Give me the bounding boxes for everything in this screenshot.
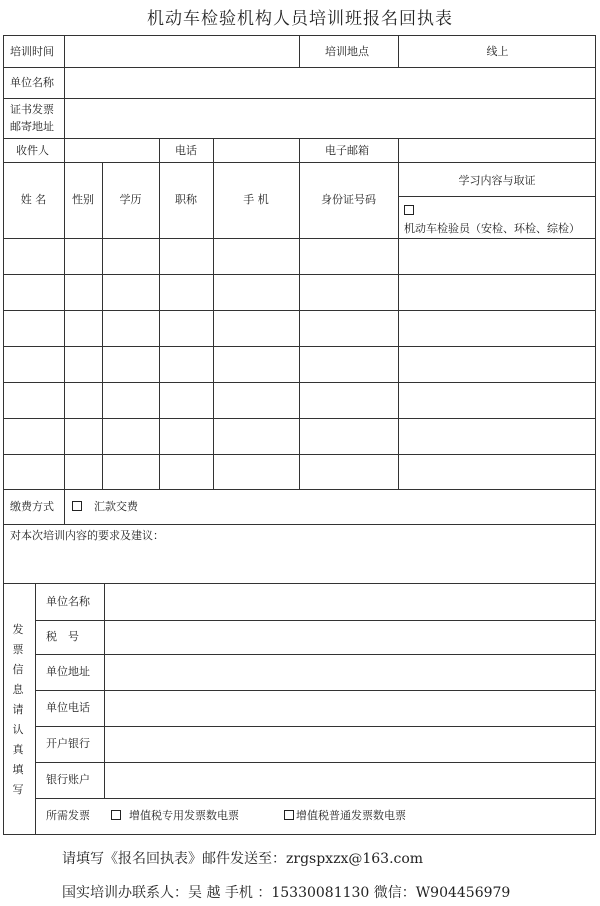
payment-option[interactable] xyxy=(72,500,138,514)
invoice-normal-checkbox[interactable] xyxy=(284,810,294,820)
header-study-content: 学习内容与取证 xyxy=(458,174,536,187)
table-row[interactable] xyxy=(3,455,596,489)
payment-label: 缴费方式 xyxy=(10,500,54,513)
invoice-required-label: 所需发票 xyxy=(46,809,90,822)
invoice-side-label: 发票信息请认真填写 xyxy=(12,623,24,796)
payment-checkbox[interactable] xyxy=(72,501,82,511)
invoice-unit-address-label: 单位地址 xyxy=(46,665,90,678)
suggestion-field[interactable] xyxy=(4,545,595,583)
divider xyxy=(299,35,300,67)
recipient-label: 收件人 xyxy=(16,144,49,157)
invoice-account-field[interactable] xyxy=(105,763,596,798)
invoice-tax-id-field[interactable] xyxy=(105,621,596,654)
invoice-unit-phone-field[interactable] xyxy=(105,691,596,726)
header-mobile: 手 机 xyxy=(243,193,269,206)
unit-name-field[interactable] xyxy=(65,68,596,98)
divider xyxy=(398,196,596,197)
training-place-value[interactable]: 线上 xyxy=(486,45,509,58)
invoice-special-checkbox[interactable] xyxy=(111,810,121,820)
invoice-normal-label: 增值税普通发票数电票 xyxy=(296,809,406,822)
study-option[interactable] xyxy=(404,202,592,238)
header-title: 职称 xyxy=(175,193,197,206)
invoice-option-normal[interactable] xyxy=(284,809,406,823)
header-id-number: 身份证号码 xyxy=(321,193,376,206)
invoice-account-label: 银行账户 xyxy=(46,773,90,786)
divider xyxy=(299,138,300,162)
payment-option-label: 汇款交费 xyxy=(94,500,138,513)
divider xyxy=(159,138,160,162)
mailing-address-label: 证书发票邮寄地址 xyxy=(10,103,54,133)
invoice-option-special[interactable] xyxy=(111,809,239,823)
table-row[interactable] xyxy=(3,275,596,310)
table-row[interactable] xyxy=(3,239,596,274)
divider xyxy=(3,524,596,525)
table-row[interactable] xyxy=(3,383,596,418)
training-place-label: 培训地点 xyxy=(325,45,369,58)
divider xyxy=(3,489,596,490)
footer-contact: 国实培训办联系人：吴 越 手机 ：15330081130 微信：W904456979 xyxy=(62,885,511,901)
recipient-field[interactable] xyxy=(65,139,159,162)
study-option-label: 机动车检验员（安检、环检、综检） xyxy=(404,222,580,235)
header-education: 学历 xyxy=(119,193,142,206)
footer-email-note: 请填写《报名回执表》邮件发送至：zrgspxzx@163.com xyxy=(62,851,424,867)
invoice-unit-name-field[interactable] xyxy=(105,584,596,620)
mailing-address-field[interactable] xyxy=(65,99,596,138)
phone-label: 电话 xyxy=(175,144,197,157)
email-label: 电子邮箱 xyxy=(325,144,369,157)
training-time-label: 培训时间 xyxy=(10,45,54,58)
table-row[interactable] xyxy=(3,419,596,454)
invoice-bank-label: 开户银行 xyxy=(46,737,90,750)
invoice-unit-name-label: 单位名称 xyxy=(46,595,90,608)
study-option-checkbox[interactable] xyxy=(404,205,414,215)
invoice-tax-id-label: 税 号 xyxy=(46,630,79,643)
table-row[interactable] xyxy=(3,347,596,382)
header-name: 姓 名 xyxy=(20,193,47,206)
header-gender: 性别 xyxy=(72,193,94,206)
table-row[interactable] xyxy=(3,311,596,346)
divider xyxy=(64,489,65,524)
invoice-bank-field[interactable] xyxy=(105,727,596,762)
phone-field[interactable] xyxy=(214,139,299,162)
suggestion-label: 对本次培训内容的要求及建议： xyxy=(10,529,164,542)
divider xyxy=(35,798,596,799)
email-field[interactable] xyxy=(399,139,596,162)
unit-name-label: 单位名称 xyxy=(10,76,54,89)
invoice-unit-phone-label: 单位电话 xyxy=(46,701,90,714)
training-time-field[interactable] xyxy=(65,36,299,67)
invoice-unit-address-field[interactable] xyxy=(105,655,596,690)
invoice-special-label: 增值税专用发票数电票 xyxy=(129,809,239,822)
page-title: 机动车检验机构人员培训班报名回执表 xyxy=(147,9,453,29)
